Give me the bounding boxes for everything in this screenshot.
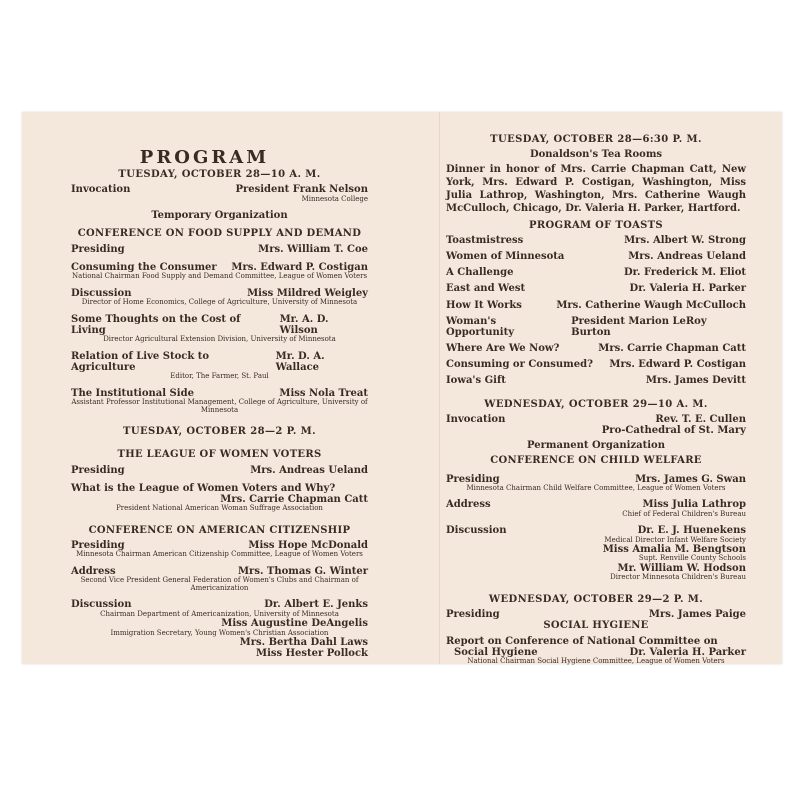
left-page (71, 148, 368, 660)
right-page (446, 134, 746, 666)
item-name: Miss Augustine DeAngelis (221, 618, 368, 630)
item-label: Address (446, 499, 491, 511)
league-heading: THE LEAGUE OF WOMEN VOTERS (117, 449, 322, 461)
item-name: Mrs. Thomas G. Winter (237, 565, 368, 577)
date-heading: TUESDAY, OCTOBER 28—10 A. M. (118, 169, 321, 181)
item-note: Second Vice President General Federation of Women's Clubs and Chairman of Americanization (80, 576, 359, 592)
toast-label: Woman's Opportunity (446, 315, 515, 338)
temporary-organization: Temporary Organization (151, 210, 288, 222)
item-label: Relation of Live Stock to Agriculture (71, 350, 210, 373)
item-name: Miss Nola Treat (279, 387, 368, 399)
toast-name: Mrs. James Devitt (645, 375, 746, 387)
report-line: Social Hygiene (454, 646, 538, 658)
invocation-note: Minnesota College (301, 194, 368, 203)
item-label: Some Thoughts on the Cost of Living (71, 313, 241, 336)
toast-row (446, 359, 746, 370)
program-item (71, 314, 368, 336)
item-label: The Institutional Side (71, 387, 194, 399)
item-name: Dr. E. J. Huenekens (637, 525, 746, 537)
what-is-title: What is the League of Women Voters and Why? (71, 482, 336, 494)
item-note: Chairman Department of Americanization, University of Minnesota (100, 609, 339, 618)
toast-label: Where Are We Now? (446, 343, 560, 355)
item-name: Mrs. William T. Coe (258, 243, 368, 255)
item-name: Dr. Albert E. Jenks (264, 599, 368, 611)
item-name: Mrs. James G. Swan (635, 473, 746, 485)
toast-label: Toastmistress (446, 234, 524, 246)
program-item (71, 599, 368, 610)
item-name: Miss Julia Lathrop (642, 499, 746, 511)
toast-row (446, 375, 746, 386)
program-item (71, 244, 368, 255)
item-name: Mrs. Andreas Ueland (250, 464, 368, 476)
item-label: Presiding (71, 243, 125, 255)
item-note: Minnesota Chairman Child Welfare Committee, League of Women Voters (466, 483, 726, 492)
toast-name: Dr. Valeria H. Parker (629, 283, 746, 295)
toast-name: Mrs. Catherine Waugh McCulloch (556, 299, 746, 311)
conference-heading: CONFERENCE ON CHILD WELFARE (490, 455, 702, 467)
toast-name: Mrs. Albert W. Strong (624, 234, 746, 246)
report-name: Dr. Valeria H. Parker (629, 646, 746, 658)
toast-label: Women of Minnesota (446, 250, 565, 262)
report-line: Report on Conference of National Committee on (446, 635, 718, 647)
toast-row (446, 251, 746, 262)
conference-heading: CONFERENCE ON AMERICAN CITIZENSHIP (88, 524, 351, 536)
toast-row (446, 235, 746, 246)
item-note: Director Agricultural Extension Division, University of Minnesota (103, 334, 336, 343)
toast-row (446, 283, 746, 294)
date-heading: WEDNESDAY, OCTOBER 29—10 A. M. (484, 398, 708, 410)
date-heading: WEDNESDAY, OCTOBER 29—2 P. M. (488, 593, 704, 605)
item-label: Presiding (446, 609, 500, 621)
toast-name: Dr. Frederick M. Eliot (623, 267, 746, 279)
invocation-row (71, 184, 368, 195)
program-item (71, 465, 368, 476)
program-item (71, 351, 368, 373)
item-note: President National American Woman Suffrage Association (116, 504, 323, 513)
item-name: Mrs. Carrie Chapman Catt (220, 493, 368, 505)
toast-row (446, 300, 746, 311)
item-name: Miss Mildred Weigley (247, 287, 368, 299)
item-name: Miss Hope McDonald (248, 540, 368, 552)
invocation-name: President Frank Nelson (235, 184, 368, 196)
item-note: Supt. Renville County Schools (638, 554, 746, 563)
item-name: Mr. D. A. Wallace (275, 350, 325, 373)
item-label: Presiding (446, 473, 500, 485)
conference-heading: CONFERENCE ON FOOD SUPPLY AND DEMAND (77, 228, 362, 240)
venue: Donaldson's Tea Rooms (529, 149, 663, 161)
item-name: Miss Amalia M. Bengtson (602, 544, 746, 556)
dinner-text: Dinner in honor of Mrs. Carrie Chapman Catt, New York, Mrs. Edward P. Costigan, Washington, Miss Julia Lathrop, Washington, Mrs. Catherine Waugh McCulloch, Chicago, Dr. Valeria H. Parker, Hartford. (446, 164, 746, 214)
item-label: Address (71, 565, 116, 577)
item-name: Mr. A. D. Wilson (279, 313, 329, 336)
invocation-label: Invocation (446, 413, 506, 425)
toast-row (446, 267, 746, 278)
toast-label: A Challenge (446, 267, 514, 279)
toast-label: Iowa's Gift (446, 375, 506, 387)
date-heading: TUESDAY, OCTOBER 28—6:30 P. M. (490, 134, 702, 145)
program-sheet (22, 112, 782, 664)
item-name: Miss Hester Pollock (256, 648, 368, 660)
toast-label: How It Works (446, 299, 522, 311)
item-note: Medical Director Infant Welfare Society (604, 535, 746, 544)
item-name: Mrs. Bertha Dahl Laws (239, 637, 368, 649)
item-note: National Chairman Social Hygiene Committee, League of Women Voters (467, 656, 725, 665)
item-label: Consuming the Consumer (71, 261, 217, 273)
program-item (446, 525, 746, 536)
item-note: Director of Home Economics, College of Agriculture, University of Minnesota (81, 297, 358, 306)
item-label: Discussion (446, 525, 507, 537)
item-name: Mr. William W. Hodson (617, 563, 746, 575)
invocation-note: Pro-Cathedral of St. Mary (601, 425, 746, 436)
toast-row (446, 343, 746, 354)
item-note: National Chairman Food Supply and Demand Committee, League of Women Voters (71, 271, 368, 280)
invocation-row (446, 414, 746, 425)
toasts-heading: PROGRAM OF TOASTS (529, 219, 663, 231)
toast-name: Mrs. Andreas Ueland (628, 250, 746, 262)
program-title: PROGRAM (139, 147, 270, 168)
toast-name: Mrs. Edward P. Costigan (609, 359, 746, 371)
permanent-organization: Permanent Organization (527, 440, 665, 452)
item-label: Presiding (71, 540, 125, 552)
item-label: Discussion (71, 287, 132, 299)
item-note: Editor, The Farmer, St. Paul (170, 371, 269, 380)
item-label: Presiding (71, 464, 125, 476)
item-note: Director Minnesota Children's Bureau (610, 573, 746, 582)
item-name: Mrs. Edward P. Costigan (231, 261, 368, 273)
toast-label: Consuming or Consumed? (446, 359, 593, 371)
program-item (446, 499, 746, 510)
item-name: Mrs. James Paige (648, 609, 746, 621)
toast-name: Mrs. Carrie Chapman Catt (598, 343, 746, 355)
item-note: Immigration Secretary, Young Women's Christian Association (110, 628, 329, 637)
date-heading: TUESDAY, OCTOBER 28—2 P. M. (123, 426, 316, 438)
toast-row (446, 316, 746, 338)
item-note: Assistant Professor Institutional Management, College of Agriculture, University of Minnesota (71, 397, 368, 414)
program-item (446, 609, 746, 620)
toast-name: President Marion LeRoy Burton (571, 315, 707, 338)
hygiene-heading: SOCIAL HYGIENE (543, 620, 649, 632)
invocation-label: Invocation (71, 184, 131, 196)
invocation-name: Rev. T. E. Cullen (655, 413, 746, 425)
item-note: Chief of Federal Children's Bureau (622, 509, 746, 518)
item-note: Minnesota Chairman American Citizenship Committee, League of Women Voters (76, 550, 363, 559)
center-fold (439, 112, 440, 664)
toast-label: East and West (446, 283, 526, 295)
item-label: Discussion (71, 599, 132, 611)
